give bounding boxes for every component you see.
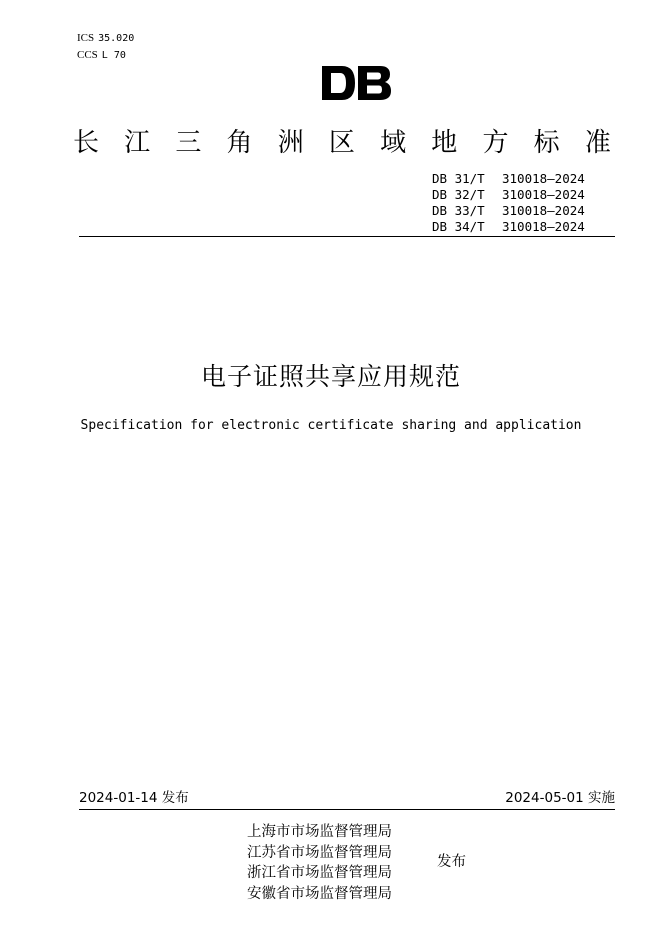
ccs-label: CCS [77, 49, 98, 61]
issuer-item: 安徽省市场监督管理局 [247, 885, 392, 902]
ccs-code: L 70 [101, 50, 126, 61]
ics-line [77, 31, 134, 46]
standard-prefix: DB 32/T [432, 187, 485, 202]
series-title-char: 江 [124, 128, 151, 158]
series-title-char: 域 [380, 128, 407, 158]
issuer-item: 上海市市场监督管理局 [247, 824, 392, 840]
db-logo [320, 64, 392, 102]
series-title-char: 方 [482, 128, 509, 158]
publish-date: 2024-01-14 发布 [79, 790, 189, 806]
standard-prefix: DB 31/T [432, 171, 485, 186]
standard-number-row [432, 219, 585, 235]
standard-number: 310018—2024 [502, 187, 585, 202]
standard-prefix: DB 34/T [432, 219, 485, 234]
ics-code: 35.020 [98, 33, 135, 44]
standard-number: 310018—2024 [502, 219, 585, 234]
issuer-item: 浙江省市场监督管理局 [247, 865, 392, 881]
ics-label: ICS [77, 32, 95, 44]
standard-numbers [432, 171, 585, 235]
document-title-en: Specification for electronic certificate sharing and application [80, 418, 582, 433]
top-divider [79, 236, 615, 237]
issuer-list [247, 822, 392, 904]
series-title-char: 长 [72, 128, 99, 158]
series-title-char: 三 [175, 128, 202, 158]
standard-number: 310018—2024 [502, 171, 585, 186]
series-title-char: 标 [533, 128, 560, 158]
standard-number: 310018—2024 [502, 203, 585, 218]
document-title-cn: 电子证照共享应用规范 [200, 362, 461, 391]
series-title-char: 地 [431, 128, 458, 158]
standard-number-row [432, 203, 585, 219]
issuer-item: 江苏省市场监督管理局 [247, 844, 392, 861]
series-title-char: 洲 [277, 128, 304, 158]
ccs-line [77, 48, 126, 63]
series-title-char: 准 [584, 128, 611, 158]
implement-date: 2024-05-01 实施 [505, 790, 615, 806]
bottom-divider [79, 809, 615, 810]
issued-label: 发布 [437, 854, 466, 870]
series-title-char: 角 [226, 128, 253, 158]
series-title-char: 区 [328, 128, 355, 158]
standard-number-row [432, 187, 585, 203]
standard-number-row [432, 171, 585, 187]
series-title [68, 124, 616, 162]
standard-prefix: DB 33/T [432, 203, 485, 218]
